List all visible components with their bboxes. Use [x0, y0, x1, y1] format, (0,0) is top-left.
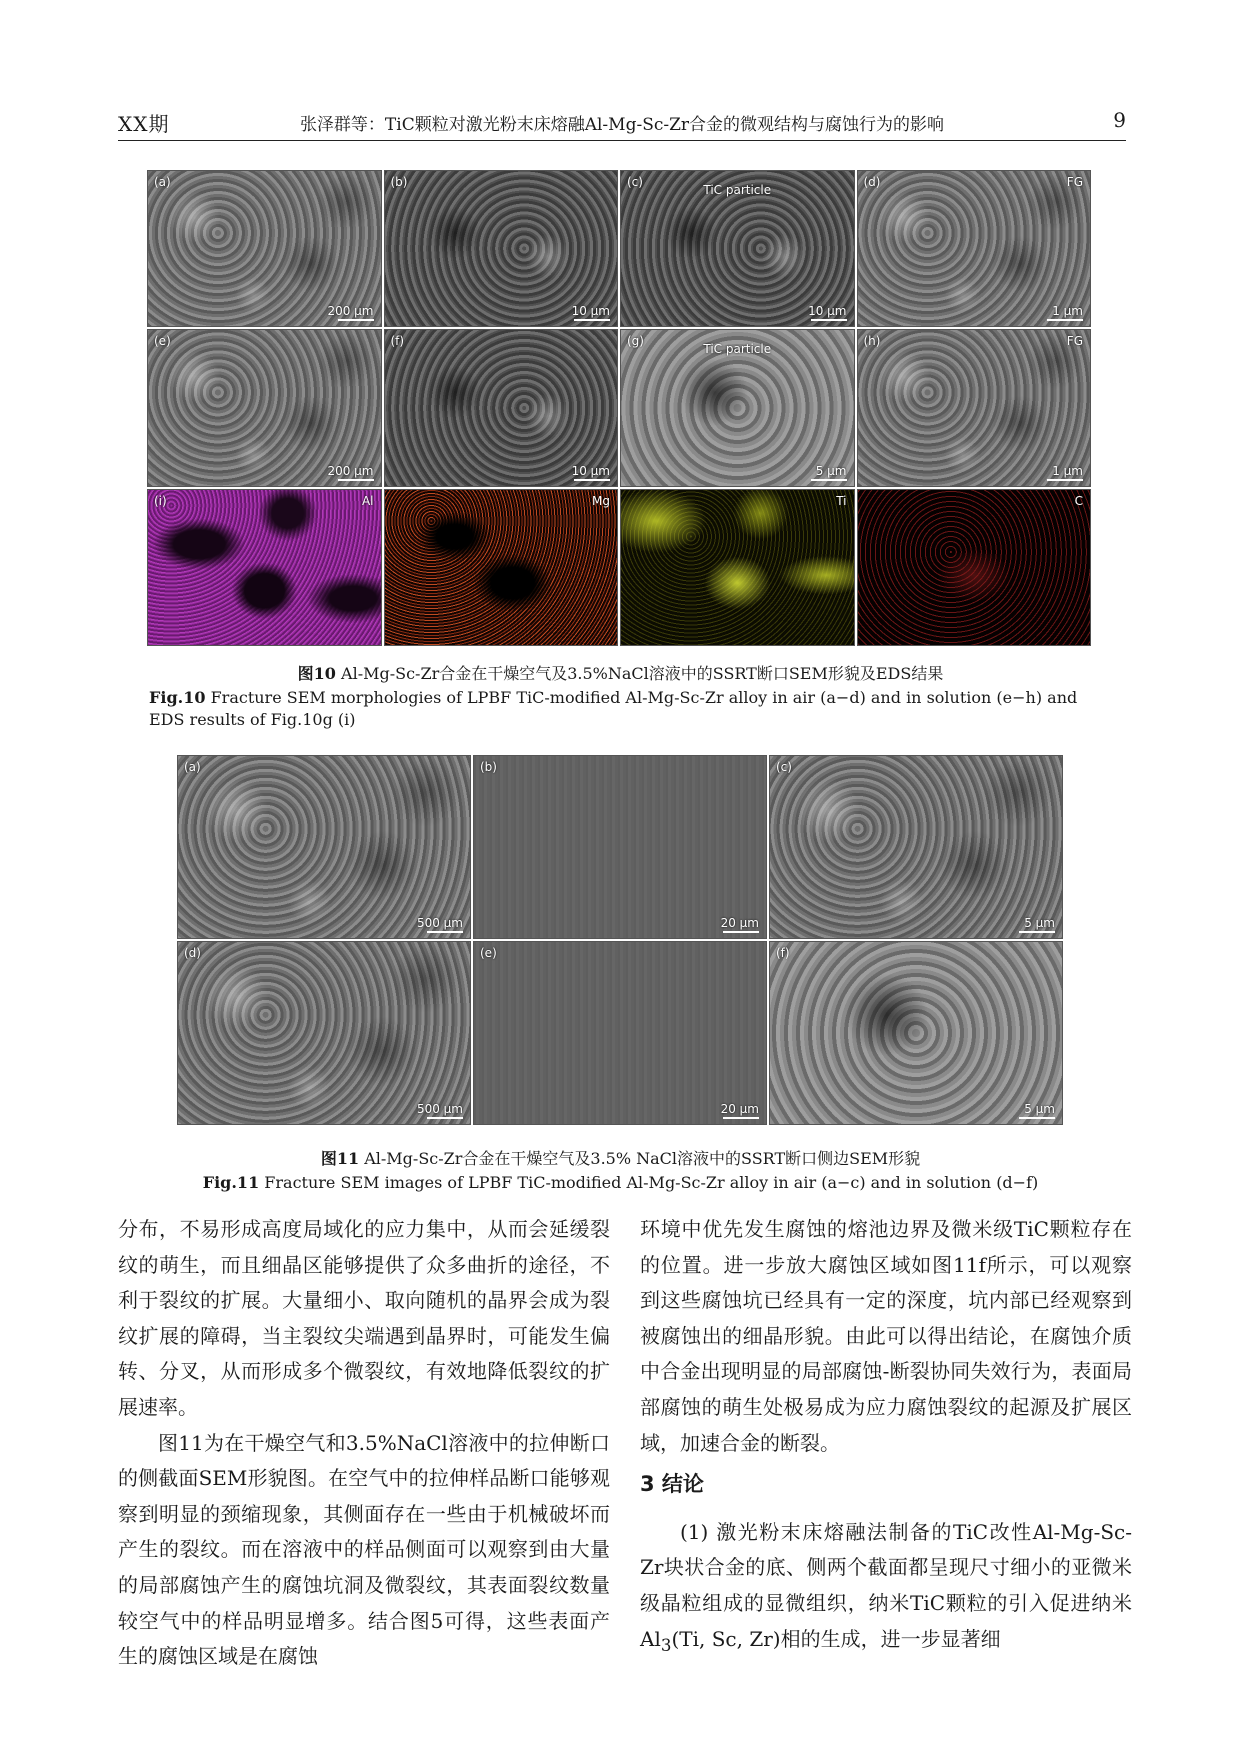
paragraph: 环境中优先发生腐蚀的熔池边界及微米级TiC颗粒存在的位置。进一步放大腐蚀区域如图11f所示，可以观察到这些腐蚀坑已经具有一定的深度，坑内部已经观察到被腐蚀出的细晶形貌。由此可以得出结论，在腐蚀介质中合金出现明显的局部腐蚀-断裂协同失效行为，表面局部腐蚀的萌生处极易成为应力腐蚀裂纹的起源及扩展区域，加速合金的断裂。 [640, 1217, 1132, 1455]
fine-grain-label: FG [1066, 175, 1083, 189]
page-number: 9 [1113, 108, 1126, 132]
scale-bar: 5 μm [1019, 916, 1055, 933]
scale-bar: 1 μm [1047, 304, 1083, 321]
scale-bar: 20 μm [721, 1102, 759, 1119]
fig10-caption-en: Fig.10 Fracture SEM morphologies of LPBF TiC-modified Al-Mg-Sc-Zr alloy in air (a−d) and in solution (e−h) and EDS results of Fig.10g (i) [149, 688, 1078, 729]
fig11-panel-d [177, 941, 471, 1125]
fig10-panel-h [857, 329, 1092, 486]
panel-label: (c) [627, 175, 643, 189]
paragraph: (1) 激光粉末床熔融法制备的TiC改性Al-Mg-Sc-Zr块状合金的底、侧两个截面都呈现尺寸细小的亚微米级晶粒组成的显微组织，纳米TiC颗粒的引入促进纳米$Al_3(Ti$, Sc, Zr)相的生成，进一步显著细 [640, 1519, 1132, 1655]
scale-bar: 500 μm [417, 1102, 463, 1119]
panel-label: (d) [184, 946, 201, 960]
scale-bar: 10 μm [572, 464, 610, 481]
fig11-panel-c [769, 755, 1063, 939]
figure-10 [147, 170, 1091, 646]
panel-label: (c) [776, 760, 792, 774]
fig10-panel-a [147, 170, 382, 327]
body-left-column [118, 1212, 610, 1675]
scale-bar: 200 μm [327, 304, 373, 321]
scale-bar: 10 μm [572, 304, 610, 321]
fig10-eds-c [857, 489, 1092, 646]
panel-label: (a) [184, 760, 201, 774]
tic-particle-annotation: TiC particle [703, 342, 772, 357]
panel-label: (g) [627, 334, 644, 349]
element-label: Mg [592, 493, 610, 508]
scale-bar: 200 μm [327, 464, 373, 481]
fig11-caption-en: Fig.11 Fracture SEM images of LPBF TiC-modified Al-Mg-Sc-Zr alloy in air (a−c) and in solution (d−f) [202, 1173, 1039, 1192]
fig10-caption-cn: 图10 Al-Mg-Sc-Zr合金在干燥空气及3.5%NaCl溶液中的SSRT断口SEM形貌及EDS结果 [297, 664, 944, 683]
body-right-column [640, 1212, 1132, 1663]
figure-11 [177, 755, 1063, 1125]
tic-particle-annotation: TiC particle [703, 183, 772, 197]
fig11-caption-cn: 图11 Al-Mg-Sc-Zr合金在干燥空气及3.5% NaCl溶液中的SSRT断口侧边SEM形貌 [320, 1149, 921, 1168]
fig11-panel-e [473, 941, 767, 1125]
section-heading: 3 结论 [640, 1472, 704, 1497]
panel-label: (h) [863, 334, 881, 349]
scale-bar: 20 μm [721, 916, 759, 933]
fig10-eds-mg [384, 489, 619, 646]
scale-bar: 10 μm [808, 304, 846, 321]
fig10-panel-c [620, 170, 855, 327]
panel-label: (a) [154, 175, 171, 189]
panel-label: (f) [776, 946, 790, 960]
scale-bar: 5 μm [1019, 1102, 1055, 1119]
panel-label: (b) [480, 760, 497, 774]
header-rule [118, 140, 1126, 141]
scale-bar: 1 μm [1047, 464, 1083, 481]
page-header [118, 108, 1126, 138]
issue-label: XX期 [118, 112, 170, 136]
panel-label: (d) [863, 175, 881, 189]
panel-label: (f) [390, 334, 405, 349]
panel-label: (i) [154, 493, 167, 508]
paragraph: 分布，不易形成高度局域化的应力集中，从而会延缓裂纹的萌生，而且细晶区能够提供了众多曲折的途径，不利于裂纹的扩展。大量细小、取向随机的晶界会成为裂纹扩展的障碍，当主裂纹尖端遇到晶界时，可能发生偏转、分叉，从而形成多个微裂纹，有效地降低裂纹的扩展速率。 [118, 1217, 610, 1419]
scale-bar: 500 μm [417, 916, 463, 933]
element-label: C [1074, 493, 1083, 508]
fig11-panel-b [473, 755, 767, 939]
panel-label: (b) [390, 175, 408, 189]
fig10-eds-ti [620, 489, 855, 646]
panel-label: (e) [480, 946, 497, 960]
element-label: Ti [836, 493, 847, 508]
fig10-panel-d [857, 170, 1092, 327]
paragraph: 图11为在干燥空气和3.5%NaCl溶液中的拉伸断口的侧截面SEM形貌图。在空气中的拉伸样品断口能够观察到明显的颈缩现象，其侧面存在一些由于机械破坏而产生的裂纹。而在溶液中的样品侧面可以观察到由大量的局部腐蚀产生的腐蚀坑洞及微裂纹，其表面裂纹数量较空气中的样品明显增多。结合图5可得，这些表面产生的腐蚀区域是在腐蚀 [118, 1430, 610, 1669]
fig10-panel-b [384, 170, 619, 327]
panel-label: (e) [154, 334, 171, 349]
scale-bar: 5 μm [811, 464, 847, 481]
fig10-eds-al [147, 489, 382, 646]
fig11-panel-f [769, 941, 1063, 1125]
element-label: Al [361, 493, 374, 508]
fig10-panel-g [620, 329, 855, 486]
fig10-panel-e [147, 329, 382, 486]
running-title: 张泽群等：TiC颗粒对激光粉末床熔融Al-Mg-Sc-Zr合金的微观结构与腐蚀行为的影响 [299, 115, 945, 135]
fig10-panel-f [384, 329, 619, 486]
fine-grain-label: FG [1066, 334, 1083, 349]
fig11-panel-a [177, 755, 471, 939]
